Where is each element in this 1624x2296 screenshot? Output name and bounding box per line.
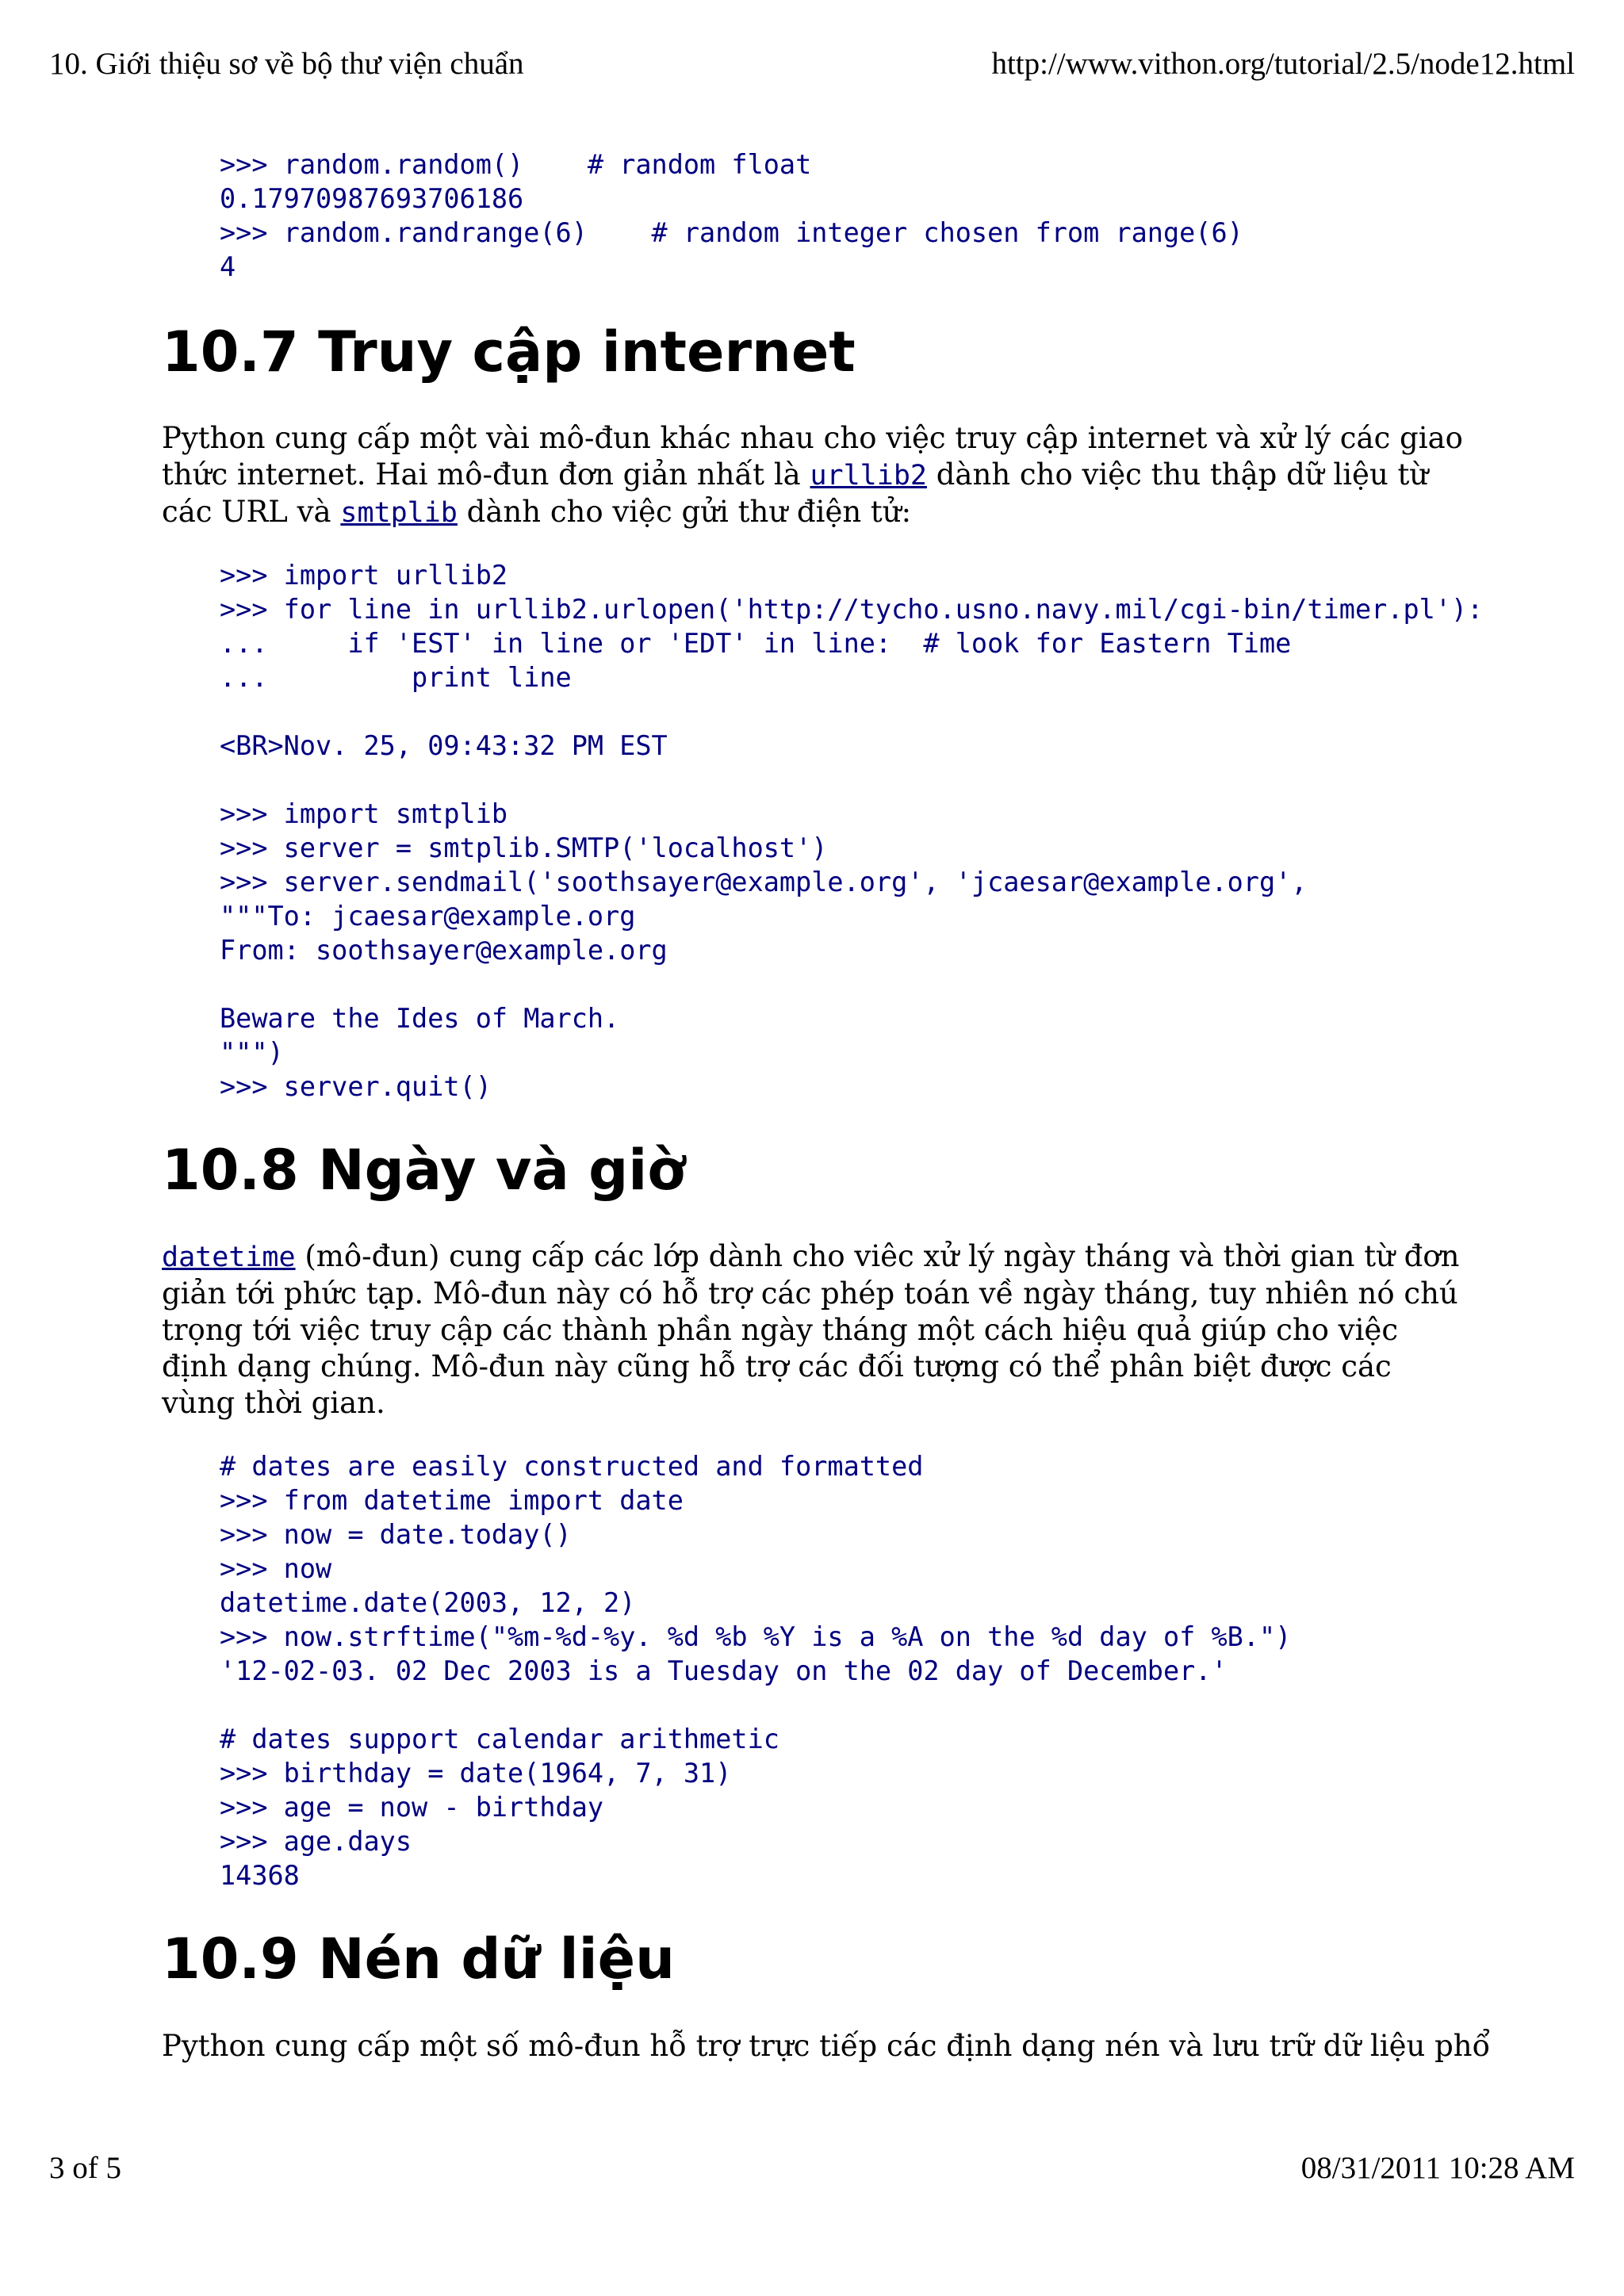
- print-header: [49, 46, 1575, 82]
- section-heading-compression: 10.9 Nén dữ liệu: [162, 1927, 675, 1992]
- section-heading-datetime: 10.8 Ngày và giờ: [162, 1138, 686, 1203]
- paragraph-text: dành cho việc thu thập dữ liệu từ các URL và: [162, 457, 1429, 529]
- paragraph-text: dành cho việc gửi thư điện tử:: [457, 495, 912, 529]
- footer-page-number: 3 of 5: [49, 2151, 121, 2185]
- footer-datetime: 08/31/2011 10:28 AM: [1300, 2151, 1575, 2185]
- code-block-random: >>> random.random() # random float 0.17970987693706186 >>> random.randrange(6) # random integer chosen from range(6) 4: [220, 149, 1243, 282]
- link-datetime[interactable]: datetime: [162, 1242, 296, 1273]
- link-smtplib[interactable]: smtplib: [340, 497, 458, 529]
- paragraph-datetime: [162, 1238, 1470, 1422]
- link-urllib2[interactable]: urllib2: [810, 460, 927, 492]
- code-block-internet: >>> import urllib2 >>> for line in urllib2.urlopen('http://tycho.usno.navy.mil/cgi-bin/timer.pl'): ... if 'EST' in line or 'EDT' in line: # look for Eastern Time ... print line <BR>Nov. 25, 09:43:32 PM EST >>> import smtplib >>> server = smtplib.SMTP('localhost') >>> server.sendmail('soothsayer@example.org', 'jcaesar@example.org', """To: jcaesar@example.org From: soothsayer@example.org Beware the Ides of March. """) >>> server.quit(): [220, 560, 1484, 1102]
- header-page-title: 10. Giới thiệu sơ về bộ thư viện chuẩn: [49, 47, 524, 81]
- paragraph-compression: Python cung cấp một số mô-đun hỗ trợ trực tiếp các định dạng nén và lưu trữ dữ liệu phổ: [162, 2029, 1491, 2063]
- paragraph-internet: [162, 420, 1470, 531]
- section-heading-internet: 10.7 Truy cập internet: [162, 320, 856, 385]
- header-url: http://www.vithon.org/tutorial/2.5/node12.html: [991, 47, 1575, 81]
- paragraph-text: (mô-đun) cung cấp các lớp dành cho viêc xử lý ngày tháng và thời gian từ đơn giản tới phức tạp. Mô-đun này có hỗ trợ các phép toán về ngày tháng, tuy nhiên nó chú trọng tới việc truy cập các thành phần ngày tháng một cách hiệu quả giúp cho việc định dạng chúng. Mô-đun này cũng hỗ trợ các đối tượng có thể phân biệt được các vùng thời gian.: [162, 1239, 1460, 1420]
- paragraph-text: Python cung cấp một vài mô-đun khác nhau cho việc truy cập internet và xử lý các giao thức internet. Hai mô-đun đơn giản nhất là: [162, 421, 1463, 492]
- print-footer: [49, 2150, 1575, 2186]
- code-block-datetime: # dates are easily constructed and formatted >>> from datetime import date >>> now = date.today() >>> now datetime.date(2003, 12, 2) >>> now.strftime("%m-%d-%y. %d %b %Y is a %A on the %d day of %B.") '12-02-03. 02 Dec 2003 is a Tuesday on the 02 day of December.' # dates support calendar arithmetic >>> birthday = date(1964, 7, 31) >>> age = now - birthday >>> age.days 14368: [220, 1451, 1292, 1891]
